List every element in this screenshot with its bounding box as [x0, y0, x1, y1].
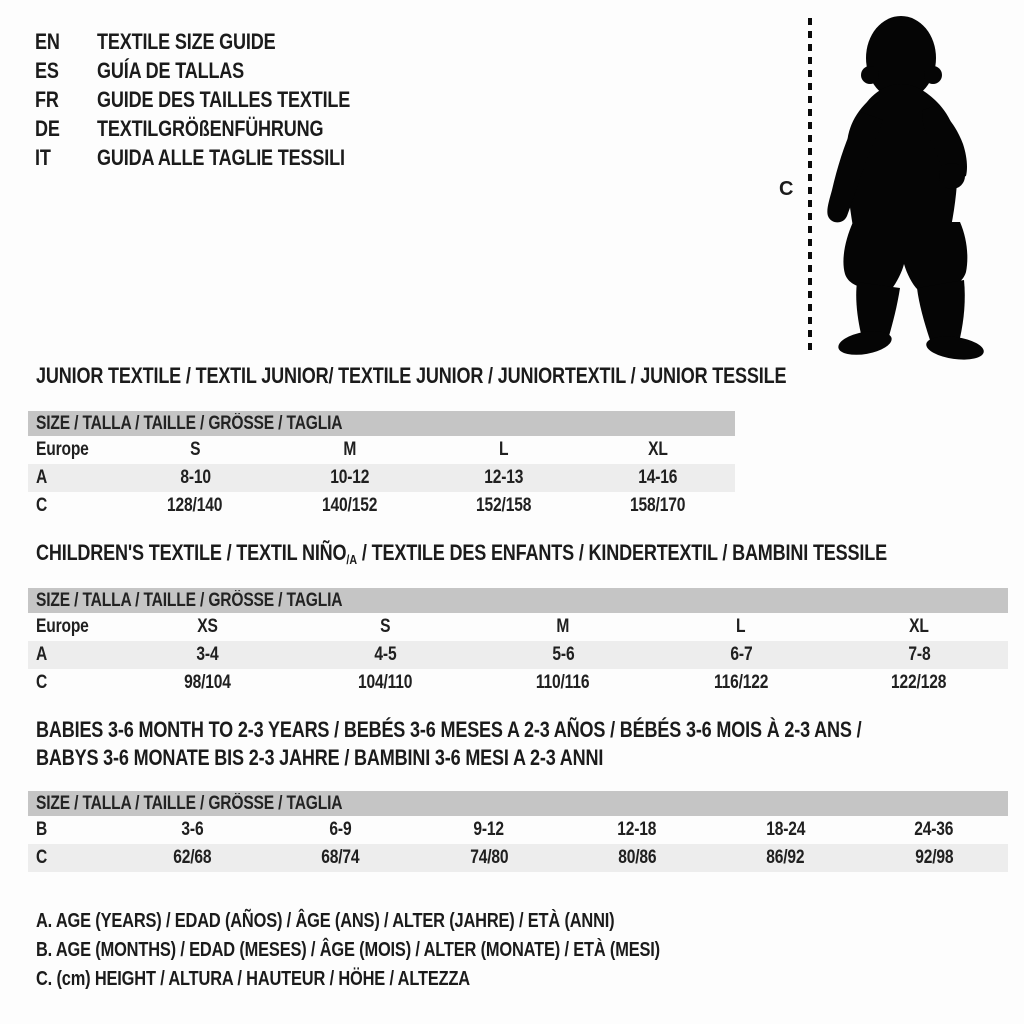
language-title-list [35, 27, 406, 172]
list-item [35, 56, 406, 85]
language-label [97, 27, 315, 56]
size-cell [118, 436, 272, 464]
size-cell [830, 613, 1008, 641]
size-value: M [556, 616, 570, 637]
row-label: C [36, 847, 48, 868]
size-value: 9-12 [473, 819, 505, 840]
table-row [28, 436, 735, 464]
size-cell [118, 844, 266, 872]
size-value: 24-36 [914, 819, 954, 840]
size-cell [427, 464, 581, 492]
size-cell [860, 816, 1008, 844]
size-value: 86/92 [766, 847, 805, 868]
size-value: 110/116 [536, 672, 590, 693]
size-cell [652, 613, 830, 641]
size-value: 12-13 [484, 467, 524, 488]
row-label: C [36, 672, 48, 693]
size-cell [296, 613, 474, 641]
size-value: XL [648, 439, 668, 460]
size-cell [272, 436, 426, 464]
size-cell [415, 844, 563, 872]
size-value: 3-6 [181, 819, 204, 840]
size-value: 92/98 [914, 847, 953, 868]
size-cell [563, 844, 711, 872]
language-label [97, 85, 406, 114]
row-label: A [36, 644, 48, 665]
size-cell [118, 669, 296, 697]
size-value: L [736, 616, 746, 637]
size-band [28, 588, 1008, 613]
size-value: 14-16 [638, 467, 678, 488]
language-label-text: GUÍA DE TALLAS [97, 58, 245, 83]
size-value: L [498, 439, 509, 460]
list-item [35, 85, 406, 114]
language-code-text: EN [35, 29, 60, 54]
size-value: XL [909, 616, 929, 637]
children-section-title [36, 541, 1024, 568]
row-label-cell [28, 492, 118, 520]
size-band-label: SIZE / TALLA / TAILLE / GRÖSSE / TAGLIA [36, 413, 343, 434]
size-value: 18-24 [765, 819, 805, 840]
size-value: 3-4 [195, 644, 219, 665]
size-cell [266, 816, 414, 844]
children-title-pre: CHILDREN'S TEXTILE / TEXTIL NIÑO [36, 540, 347, 565]
language-code [35, 27, 97, 56]
size-cell [118, 816, 266, 844]
size-value: 5-6 [551, 644, 575, 665]
size-value: 122/128 [891, 672, 947, 693]
table-row [28, 492, 735, 520]
table-row [28, 669, 1008, 697]
size-cell [581, 492, 735, 520]
babies-title-line1-text: BABIES 3-6 MONTH TO 2-3 YEARS / BEBÉS 3-6 MESES A 2-3 AÑOS / BÉBÉS 3-6 MOIS À 2-3 ANS / [36, 717, 862, 742]
row-label: C [36, 495, 48, 516]
row-label-cell [28, 669, 118, 697]
size-cell [581, 436, 735, 464]
row-label: Europe [36, 616, 89, 637]
baby-silhouette [827, 16, 985, 363]
language-code [35, 85, 97, 114]
size-cell [272, 492, 426, 520]
size-cell [415, 816, 563, 844]
size-value: 140/152 [321, 495, 377, 516]
size-cell [296, 669, 474, 697]
size-value: 128/140 [167, 495, 223, 516]
babies-title-line2-text: BABYS 3-6 MONATE BIS 2-3 JAHRE / BAMBINI 3-6 MESI A 2-3 ANNI [36, 745, 604, 770]
junior-section-title-text: JUNIOR TEXTILE / TEXTIL JUNIOR/ TEXTILE JUNIOR / JUNIORTEXTIL / JUNIOR TESSILE [36, 363, 787, 388]
row-label: Europe [36, 439, 89, 460]
size-value: 98/104 [183, 672, 231, 693]
table-row [28, 613, 1008, 641]
babies-title-line1 [36, 716, 1024, 744]
size-cell [118, 492, 272, 520]
size-cell [266, 844, 414, 872]
baby-silhouette-graphic [775, 2, 1015, 364]
note-height-cm-text: C. (cm) HEIGHT / ALTURA / HAUTEUR / HÖHE / ALTEZZA [36, 968, 470, 990]
junior-section-title [36, 364, 951, 388]
size-value: 12-18 [617, 819, 657, 840]
baby-height-figure [775, 2, 1015, 364]
size-cell [711, 816, 859, 844]
junior-size-table [28, 411, 735, 520]
size-cell [118, 613, 296, 641]
size-value: 68/74 [321, 847, 360, 868]
row-label-cell [28, 816, 118, 844]
row-label-cell [28, 436, 118, 464]
size-band [28, 791, 1008, 816]
row-label-cell [28, 613, 118, 641]
row-label-cell [28, 464, 118, 492]
size-cell [296, 641, 474, 669]
note-age-years-text: A. AGE (YEARS) / EDAD (AÑOS) / ÂGE (ANS) / ALTER (JAHRE) / ETÀ (ANNI) [36, 910, 615, 932]
size-band-label: SIZE / TALLA / TAILLE / GRÖSSE / TAGLIA [36, 793, 343, 814]
children-title-subscript: /A [346, 552, 358, 567]
table-row [28, 641, 1008, 669]
table-row [28, 464, 735, 492]
table-row [28, 844, 1008, 872]
list-item [35, 27, 406, 56]
size-band [28, 411, 735, 436]
size-value: 8-10 [179, 467, 211, 488]
language-label [97, 143, 399, 172]
size-cell [427, 436, 581, 464]
language-label-text: TEXTILE SIZE GUIDE [97, 29, 276, 54]
size-cell [118, 641, 296, 669]
size-cell [860, 844, 1008, 872]
children-size-table [28, 588, 1008, 697]
size-value: 4-5 [373, 644, 397, 665]
height-measure-label: C [779, 178, 794, 200]
note-age-months [36, 936, 797, 965]
list-item [35, 114, 406, 143]
size-value: 74/80 [469, 847, 508, 868]
list-item [35, 143, 406, 172]
note-age-months-text: B. AGE (MONTHS) / EDAD (MESES) / ÂGE (MOIS) / ALTER (MONATE) / ETÀ (MESI) [36, 939, 660, 961]
size-value: 116/122 [713, 672, 769, 693]
size-cell [272, 464, 426, 492]
size-value: 152/158 [476, 495, 532, 516]
language-code-text: ES [35, 58, 59, 83]
size-value: 6-9 [329, 819, 352, 840]
size-cell [427, 492, 581, 520]
language-label-text: GUIDA ALLE TAGLIE TESSILI [97, 145, 345, 170]
row-label-cell [28, 844, 118, 872]
size-value: S [189, 439, 201, 460]
language-label-text: GUIDE DES TAILLES TEXTILE [97, 87, 351, 112]
children-title-post: / TEXTILE DES ENFANTS / KINDERTEXTIL / BAMBINI TESSILE [357, 540, 887, 565]
children-table-grid [28, 613, 1008, 697]
language-code [35, 114, 97, 143]
size-cell [474, 669, 652, 697]
row-label: B [36, 819, 48, 840]
babies-table-grid [28, 816, 1008, 872]
size-value: M [342, 439, 356, 460]
language-label-text: TEXTILGRÖßENFÜHRUNG [97, 116, 324, 141]
size-value: 6-7 [729, 644, 753, 665]
table-row [28, 816, 1008, 844]
size-cell [652, 669, 830, 697]
size-cell [474, 641, 652, 669]
junior-table-grid [28, 436, 735, 520]
babies-title-line2 [36, 744, 1024, 772]
language-code [35, 143, 97, 172]
size-cell [118, 464, 272, 492]
babies-section-title [36, 716, 1024, 772]
children-section-title-text [36, 541, 887, 568]
size-band-label: SIZE / TALLA / TAILLE / GRÖSSE / TAGLIA [36, 590, 343, 611]
size-cell [830, 641, 1008, 669]
language-label [97, 56, 276, 85]
language-code-text: IT [35, 145, 51, 170]
note-height-cm [36, 965, 797, 994]
size-value: 62/68 [173, 847, 212, 868]
language-label [97, 114, 373, 143]
size-value: 104/110 [357, 672, 413, 693]
size-value: 80/86 [618, 847, 657, 868]
language-code-text: FR [35, 87, 59, 112]
size-cell [474, 613, 652, 641]
size-value: 158/170 [630, 495, 686, 516]
size-cell [711, 844, 859, 872]
size-value: XS [196, 616, 218, 637]
legend-notes [36, 907, 797, 994]
size-cell [830, 669, 1008, 697]
size-cell [563, 816, 711, 844]
language-code-text: DE [35, 116, 60, 141]
note-age-years [36, 907, 797, 936]
size-value: S [379, 616, 391, 637]
language-code [35, 56, 97, 85]
size-cell [652, 641, 830, 669]
size-value: 7-8 [907, 644, 931, 665]
row-label-cell [28, 641, 118, 669]
size-cell [581, 464, 735, 492]
size-value: 10-12 [329, 467, 369, 488]
babies-size-table [28, 791, 1008, 872]
row-label: A [36, 467, 48, 488]
